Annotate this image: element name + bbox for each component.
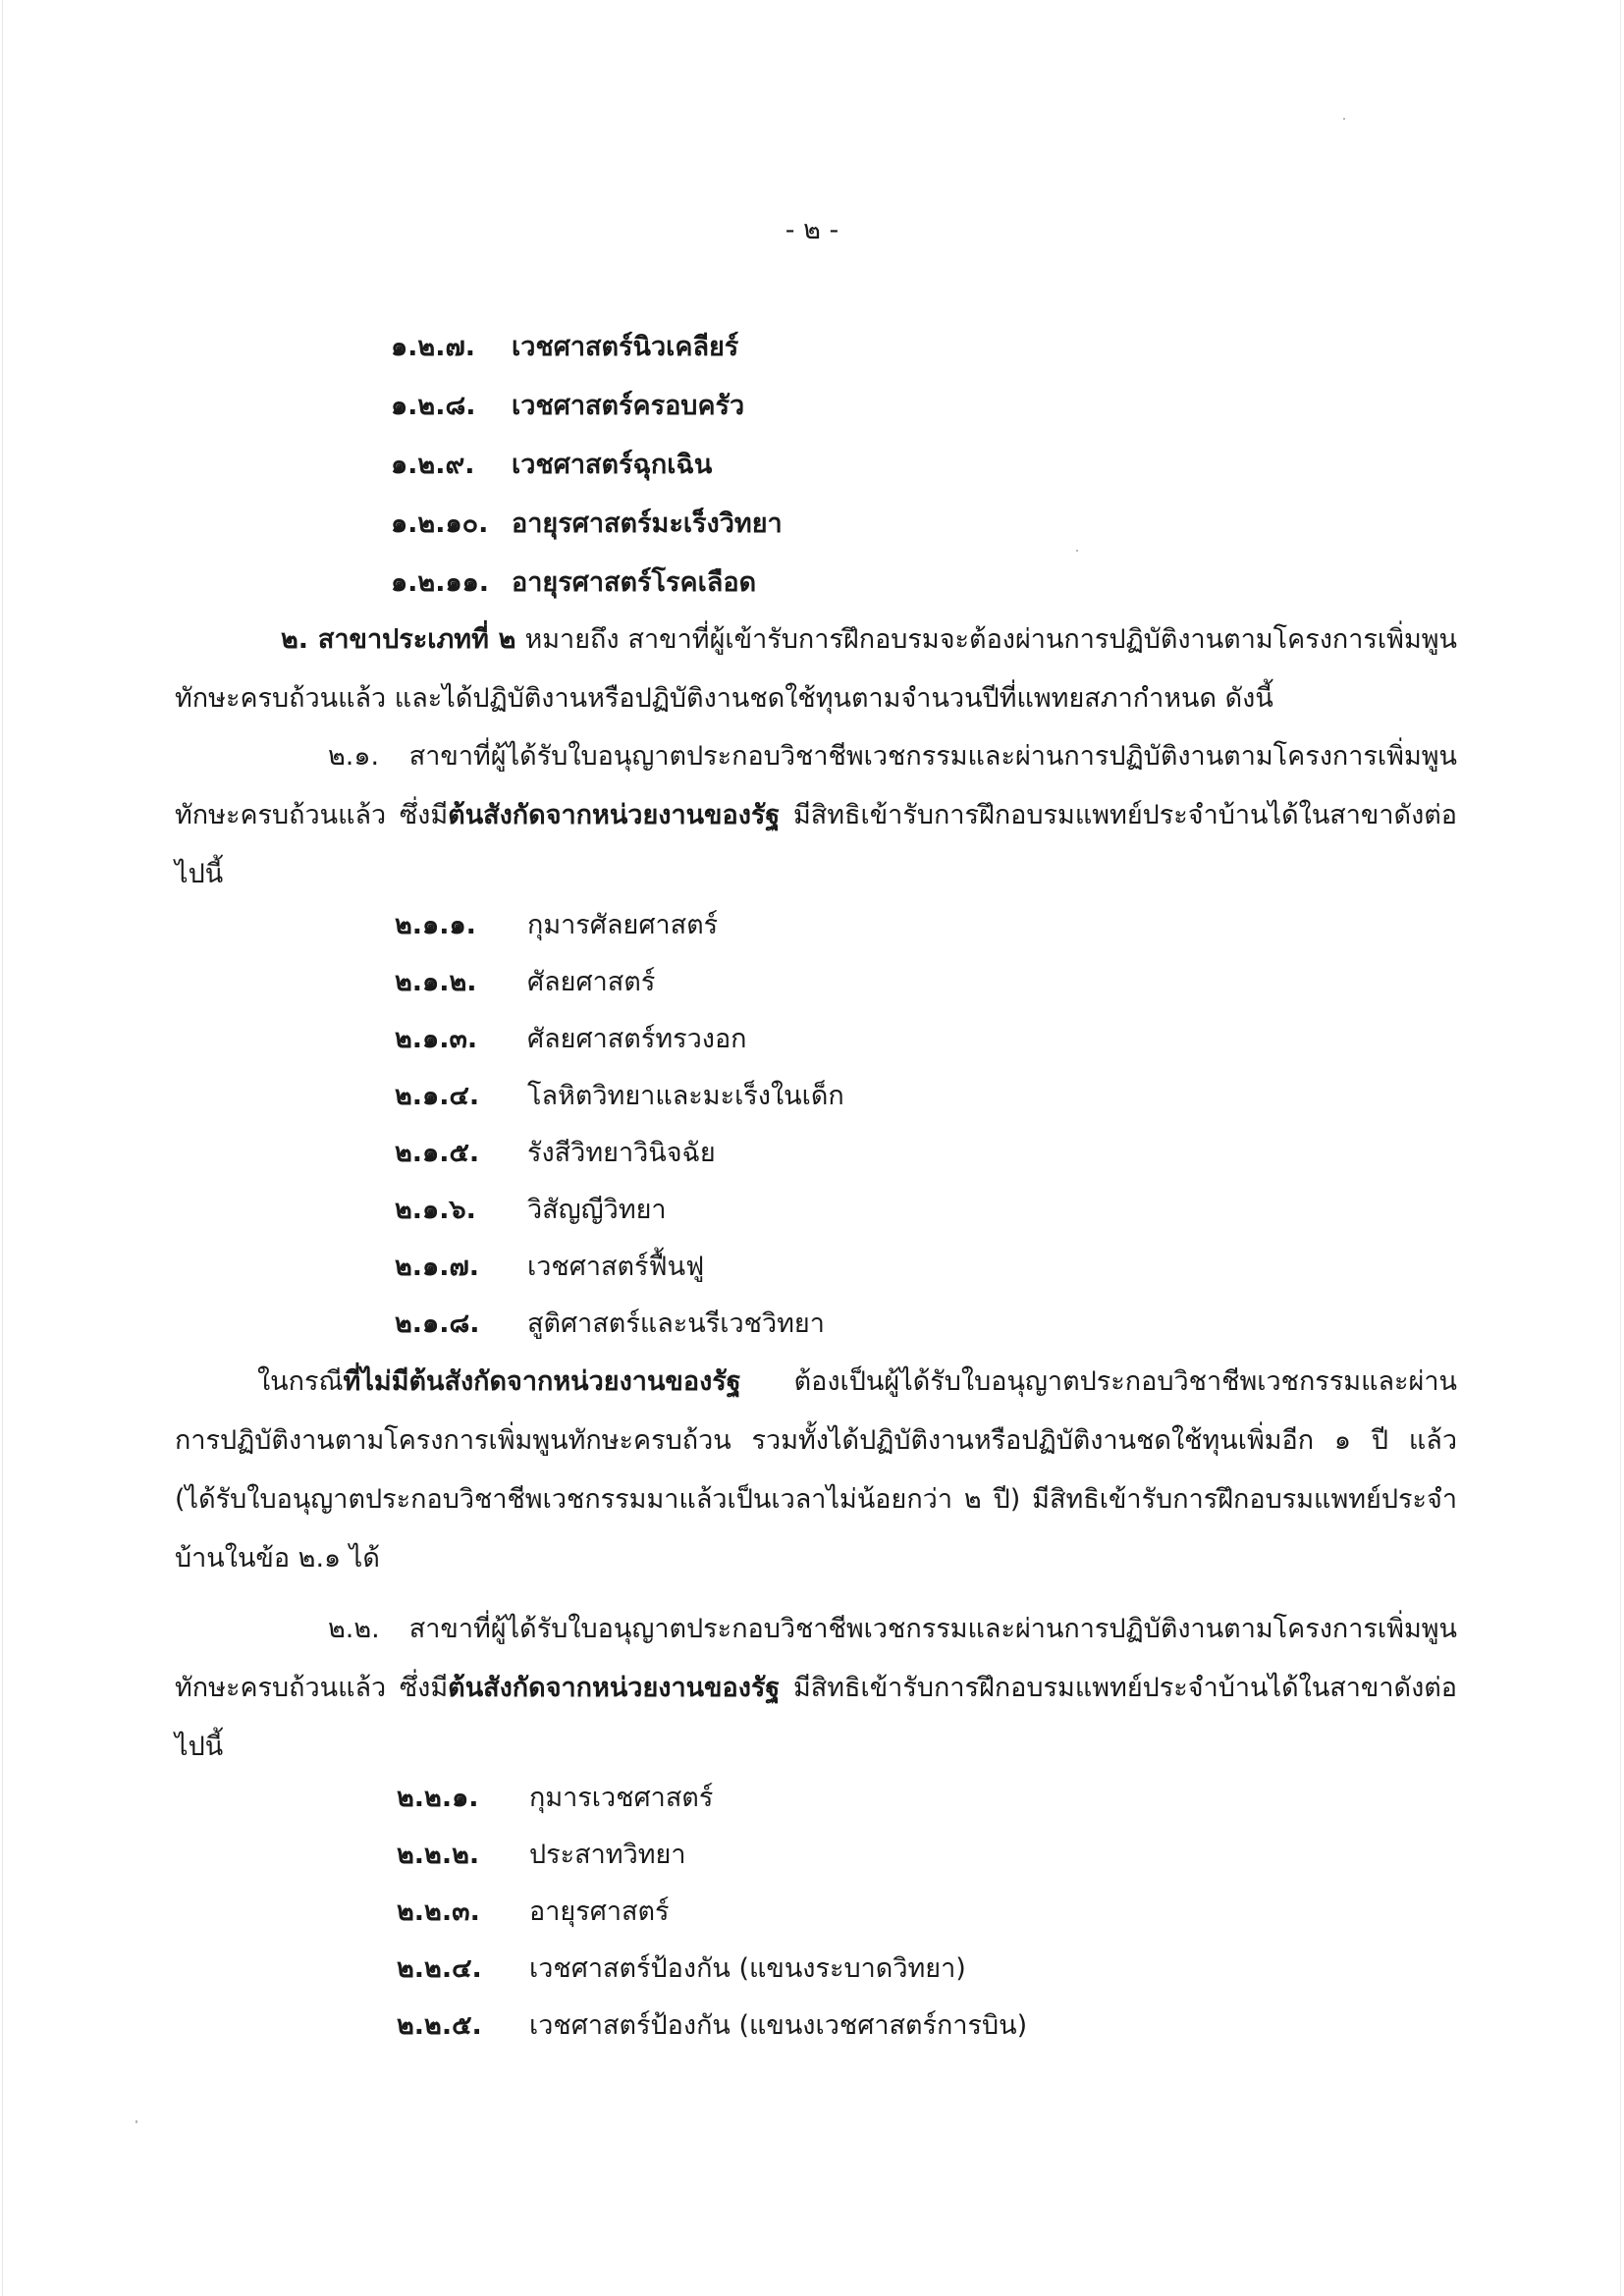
list-item [395,1020,747,1059]
section-2-1-tail: มีสิทธิเข้ารับการฝึกอบรมแพทย์ประจำบ้านได้ในสาขาดังต่อไปนี้ [175,800,1457,889]
item-label: วิสัญญีวิทยา [527,1195,667,1225]
note-text: ต้องเป็นผู้ได้รับใบอนุญาตประกอบวิชาชีพเวชกรรมและผ่านการปฏิบัติงานตามโครงการเพิ่มพูนทักษะครบถ้วน รวมทั้งได้ปฏิบัติงานหรือปฏิบัติงานชดใช้ทุนเพิ่มอีก ๑ ปี แล้ว (ได้รับใบอนุญาตประกอบวิชาชีพเวชกรรมมาแล้วเป็นเวลาไม่น้อยกว่า ๒ ปี) มีสิทธิเข้ารับการฝึกอบรมแพทย์ประจำบ้านในข้อ ๒.๑ ได้ [175,1366,1457,1574]
list-item [391,387,744,426]
item-number: ๒.๑.๔. [395,1081,480,1111]
item-label: เวชศาสตร์ป้องกัน (แขนงระบาดวิทยา) [529,1953,966,1984]
note-lead: ในกรณี [257,1366,344,1397]
item-number: ๒.๑.๒. [395,967,477,997]
item-number: ๒.๒.๒. [397,1840,480,1870]
item-label: ศัลยศาสตร์ [527,967,656,997]
list-item [397,1779,713,1818]
item-label: เวชศาสตร์ป้องกัน (แขนงเวชศาสตร์การบิน) [529,2010,1028,2041]
item-number: ๒.๑.๓. [395,1024,478,1054]
section-2-2-tail: มีสิทธิเข้ารับการฝึกอบรมแพทย์ประจำบ้านได้ในสาขาดังต่อไปนี้ [175,1673,1457,1762]
scan-edge-left [2,0,3,2296]
item-number: ๒.๒.๑. [397,1783,479,1813]
item-label: เวชศาสตร์ฟื้นฟู [527,1252,705,1282]
section-2-2-paragraph [175,1600,1457,1777]
item-label: อายุรศาสตร์ [529,1896,670,1927]
list-item [391,563,756,603]
item-number: ๑.๒.๗. [391,332,476,362]
list-item [395,1134,716,1173]
section-2-1-emphasis: ต้นสังกัดจากหน่วยงานของรัฐ [448,800,781,830]
item-label: ศัลยศาสตร์ทรวงอก [527,1024,747,1054]
item-label: ประสาทวิทยา [529,1840,686,1870]
item-label: กุมารศัลยศาสตร์ [527,910,719,940]
section-2-1-intro: ๒.๑. สาขาที่ผู้ได้รับใบอนุญาตประกอบวิชาชีพเวชกรรมและผ่านการปฏิบัติงานตามโครงการเพิ่มพูนทักษะครบถ้วนแล้ว ซึ่งมี [175,741,1457,830]
list-item [395,1305,825,1344]
item-number: ๒.๒.๓. [397,1896,480,1927]
scan-speck [1076,550,1078,552]
item-number: ๒.๒.๔. [397,1953,482,1984]
item-number: ๑.๒.๘. [391,391,476,421]
item-number: ๑.๒.๑๑. [391,567,489,598]
item-label: อายุรศาสตร์มะเร็งวิทยา [512,508,783,539]
scan-edge-right [1620,0,1621,2296]
list-item [395,906,718,945]
item-label: สูติศาสตร์และนรีเวชวิทยา [527,1308,825,1339]
item-label: อายุรศาสตร์โรคเลือด [512,567,757,598]
list-item [395,963,655,1002]
list-item [397,1836,686,1875]
list-item [395,1191,667,1230]
list-item [395,1077,844,1116]
scan-speck [135,2120,137,2123]
item-number: ๑.๒.๑๐. [391,508,489,539]
section-2-heading: ๒. สาขาประเภทที่ ๒ [281,624,516,655]
section-2-2-intro: ๒.๒. สาขาที่ผู้ได้รับใบอนุญาตประกอบวิชาชีพเวชกรรมและผ่านการปฏิบัติงานตามโครงการเพิ่มพูนทักษะครบถ้วนแล้ว ซึ่งมี [175,1614,1457,1703]
section-2-1-paragraph [175,727,1457,904]
item-label: โลหิตวิทยาและมะเร็งในเด็ก [527,1081,844,1111]
list-item [391,328,738,367]
item-number: ๑.๒.๙. [391,450,475,480]
item-label: กุมารเวชศาสตร์ [529,1783,714,1813]
item-number: ๒.๑.๕. [395,1138,480,1168]
item-label: เวชศาสตร์ครอบครัว [512,391,745,421]
section-2-2-emphasis: ต้นสังกัดจากหน่วยงานของรัฐ [448,1673,781,1703]
page-number: - ๒ - [785,215,839,245]
item-label: รังสีวิทยาวินิจฉัย [527,1138,716,1168]
list-item [397,1893,670,1932]
list-item [391,505,783,544]
item-label: เวชศาสตร์ฉุกเฉิน [512,450,713,480]
item-number: ๒.๑.๑. [395,910,476,940]
item-label: เวชศาสตร์นิวเคลียร์ [512,332,739,362]
section-2-text: หมายถึง สาขาที่ผู้เข้ารับการฝึกอบรมจะต้องผ่านการปฏิบัติงานตามโครงการเพิ่มพูนทักษะครบถ้วนแล้ว และได้ปฏิบัติงานหรือปฏิบัติงานชดใช้ทุนตามจำนวนปีที่แพทยสภากำหนด ดังนี้ [175,624,1457,714]
note-paragraph [175,1353,1457,1588]
scan-speck [1343,118,1345,120]
list-item [395,1248,704,1287]
item-number: ๒.๒.๕. [397,2010,482,2041]
note-emphasis: ที่ไม่มีต้นสังกัดจากหน่วยงานของรัฐ [343,1366,741,1397]
item-number: ๒.๑.๖. [395,1195,476,1225]
item-number: ๒.๑.๗. [395,1252,480,1282]
list-item [397,2006,1027,2046]
list-item [391,446,712,485]
section-2-paragraph [175,611,1457,728]
item-number: ๒.๑.๘. [395,1308,480,1339]
list-item [397,1949,966,1989]
